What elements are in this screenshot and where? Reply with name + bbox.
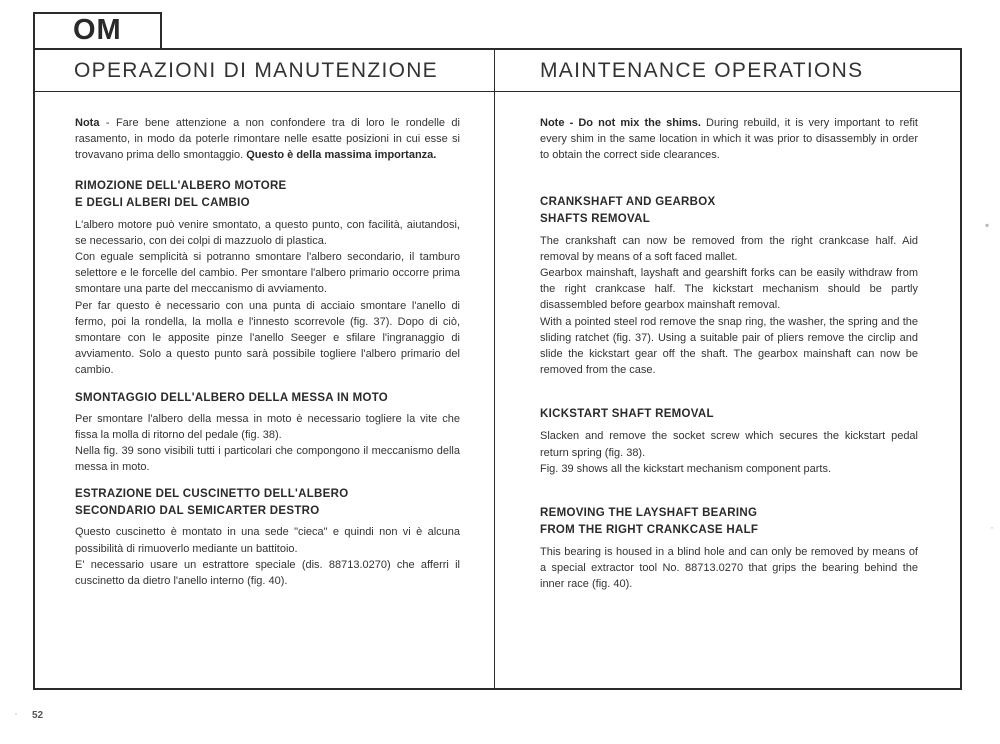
scan-speck-right-lower: · <box>990 520 994 534</box>
en-note-text: During rebuild, it is very important to refit every shim in the same location in which it was prior to disassembly in order to obtain the correct side clearances. <box>540 117 918 162</box>
en-note <box>540 115 918 164</box>
it-section3-title <box>75 486 460 520</box>
it-section1-paragraph2: Con eguale semplicità si potranno smontare l'albero secondario, il tamburo selettore e le forcelle del cambio. Per smontare l'albero primario occorre prima smontare una parte del meccanismo di avviamento. <box>75 251 460 296</box>
it-section2-paragraph2: Nella fig. 39 sono visibili tutti i particolari che compongono il meccanismo della messa in moto. <box>75 445 460 474</box>
header-rule <box>33 91 962 92</box>
it-section1-paragraph1: L'albero motore può venire smontato, a questo punto, con facilità, aiutandosi, se necessario, con dei colpi di mazzuolo di plastica. <box>75 218 460 247</box>
en-section2-title: KICKSTART SHAFT REMOVAL <box>540 408 714 421</box>
it-section3-paragraph1: Questo cuscinetto è montato in una sede "cieca" e quindi non vi è alcuna possibilità di rimuoverlo mediante un battitoio. <box>75 526 460 555</box>
it-section1-title-line1: RIMOZIONE DELL'ALBERO MOTORE <box>75 179 287 192</box>
it-section2-title: SMONTAGGIO DELL'ALBERO DELLA MESSA IN MOTO <box>75 391 389 404</box>
en-section1-paragraph1: The crankshaft can now be removed from the right crankcase half. Aid removal by means of a soft faced mallet. <box>540 234 918 263</box>
it-section3-title-line2: SECONDARIO DAL SEMICARTER DESTRO <box>75 505 320 518</box>
en-section1-paragraph2: Gearbox mainshaft, layshaft and gearshift forks can be easily withdraw from the right crankcase half. The kickstart mechanism should be partly disassembled before gearbox mainshaft removal. <box>540 267 918 312</box>
en-section3-paragraph1: This bearing is housed in a blind hole and can only be removed by means of a special extractor tool No. 88713.0270 that grips the bearing behind the inner race (fig. 40). <box>540 546 918 591</box>
en-section3-title-line2: FROM THE RIGHT CRANKCASE HALF <box>540 524 759 537</box>
english-column <box>540 115 918 593</box>
scan-speck-bottom-left: · <box>14 706 18 720</box>
en-section3-title-line1: REMOVING THE LAYSHAFT BEARING <box>540 507 758 520</box>
it-section1-paragraph3: Per far questo è necessario con una punta di acciaio smontare l'anello di fermo, poi la rondella, la molla e l'innesto scorrevole (fig. 37). Dopo di ciò, smontare con le apposite pinze l'anello Seeger e sfilare l'ingranaggio di avviamento. Solo a questo punto sarà possibile togliere l'albero primario del cambio. <box>75 299 460 377</box>
it-note-text: - Fare bene attenzione a non confondere tra di loro le rondelle di rasamento, in modo da poterle rimontare nelle esatte posizioni in cui esse si trovavano prima dello smontaggio. <box>75 117 460 162</box>
en-section1-title <box>540 194 918 228</box>
brand-logo: OM <box>73 14 122 46</box>
it-section1-title <box>75 178 460 212</box>
it-note-emphasis: Questo è della massima importanza. <box>246 149 437 162</box>
italian-column <box>75 115 460 589</box>
it-note <box>75 115 460 164</box>
en-section1-title-line2: SHAFTS REMOVAL <box>540 212 651 225</box>
it-section1-title-line2: E DEGLI ALBERI DEL CAMBIO <box>75 196 250 209</box>
italian-heading: OPERAZIONI DI MANUTENZIONE <box>74 59 438 82</box>
page-number: 52 <box>32 710 44 721</box>
en-section2-paragraph2: Fig. 39 shows all the kickstart mechanism component parts. <box>540 462 832 475</box>
en-note-label: Note - Do not mix the shims. <box>540 117 701 129</box>
it-note-label: Nota <box>75 117 100 129</box>
scan-speck-right: ▪ <box>985 218 990 232</box>
en-section1-title-line1: CRANKSHAFT AND GEARBOX <box>540 195 716 208</box>
en-section2-paragraph1: Slacken and remove the socket screw which secures the kickstart pedal return spring (fig. 38). <box>540 430 918 459</box>
it-section2-paragraph1: Per smontare l'albero della messa in moto è necessario togliere la vite che fissa la molla di ritorno del pedale (fig. 38). <box>75 412 460 441</box>
en-section3-title <box>540 505 918 539</box>
it-section3-title-line1: ESTRAZIONE DEL CUSCINETTO DELL'ALBERO <box>75 488 349 501</box>
en-section1-paragraph3: With a pointed steel rod remove the snap ring, the washer, the spring and the sliding ratchet (fig. 37). Using a suitable pair of pliers remove the circlip and slide the kickstart gear off the shaft. The gearbox mainshaft can now be removed from the case. <box>540 315 918 377</box>
it-section3-paragraph2: E' necessario usare un estrattore speciale (dis. 88713.0270) che afferri il cuscinetto da dietro l'anello interno (fig. 40). <box>75 558 460 588</box>
english-heading: MAINTENANCE OPERATIONS <box>540 59 864 82</box>
column-divider <box>494 48 495 690</box>
